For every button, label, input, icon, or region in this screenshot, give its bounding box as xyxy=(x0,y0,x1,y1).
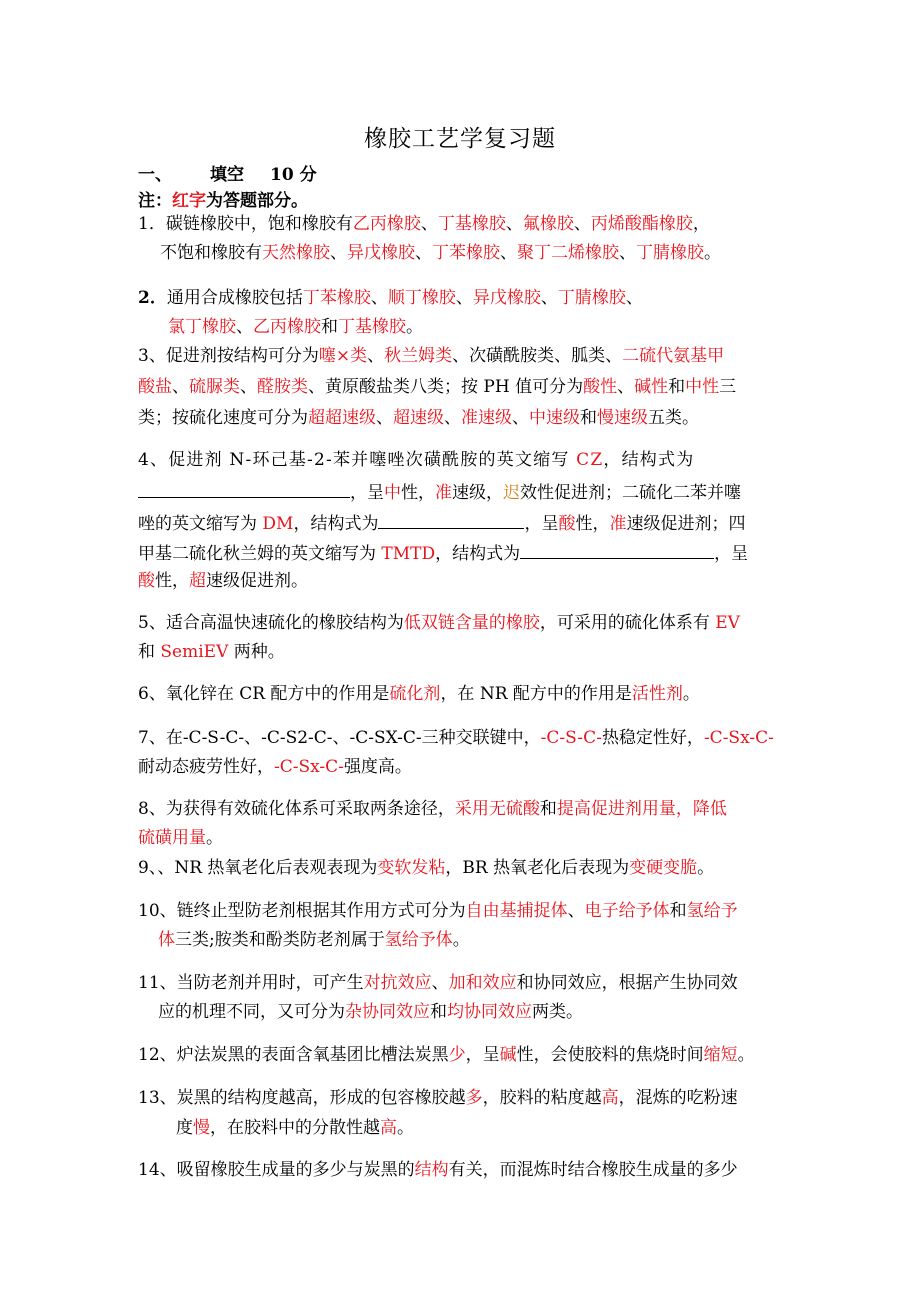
answer: 自由基捕捉体 xyxy=(465,901,568,921)
text-segment: 、黄原酸盐类八类；按 PH 值可分为 xyxy=(308,377,584,397)
question-3-line-2 xyxy=(138,375,736,399)
text-segment: 。 xyxy=(452,930,470,950)
text-segment: 、 xyxy=(573,214,591,234)
note-prefix: 注： xyxy=(138,191,172,211)
question-9-line-1 xyxy=(138,856,714,880)
text-segment: 五类。 xyxy=(648,408,699,428)
question-4-line-2 xyxy=(138,479,741,505)
text-segment: 、 xyxy=(420,214,438,234)
answer: 碱性 xyxy=(634,377,669,397)
text-segment: 、 xyxy=(625,288,643,308)
answer: 均协同效应 xyxy=(447,1002,532,1022)
question-10-line-2 xyxy=(158,928,470,952)
answer: -C-Sx-C- xyxy=(274,757,344,777)
question-11-line-1 xyxy=(138,971,738,995)
question-12-line-1 xyxy=(138,1043,755,1067)
answer: 变软发粘 xyxy=(377,858,446,878)
text-segment: 、 xyxy=(567,901,585,921)
question-1-line-1 xyxy=(138,212,710,236)
text-segment: ，呈 xyxy=(524,514,559,534)
answer: 丁基橡胶 xyxy=(437,214,506,234)
note-suffix: 为答题部分。 xyxy=(206,191,308,211)
answer: 活性剂 xyxy=(631,684,683,704)
answer: 准速级 xyxy=(461,408,512,428)
text-segment: 和 xyxy=(321,317,338,337)
text-segment: 。 xyxy=(682,684,700,704)
text-segment: 8、为获得有效硫化体系可采取两条途径， xyxy=(138,799,455,819)
question-4-line-1 xyxy=(138,448,694,472)
text-segment: 、 xyxy=(617,377,635,397)
answer: -C-Sx-C- xyxy=(703,728,774,748)
answer: 超超速级 xyxy=(308,408,376,428)
answer: 中速级 xyxy=(529,408,580,428)
answer: 中 xyxy=(384,483,401,503)
text-segment: 、 xyxy=(172,377,189,397)
answer: 硫脲类 xyxy=(189,377,240,397)
text-segment: ，混炼的吃粉速 xyxy=(618,1088,738,1108)
answer: 噻×类 xyxy=(318,346,368,366)
answer: 酸 xyxy=(558,514,576,534)
blank-line xyxy=(138,479,350,498)
answer: 准 xyxy=(609,514,627,534)
answer: 丙烯酸酯橡胶 xyxy=(590,214,693,234)
answer: 乙丙橡胶 xyxy=(352,214,421,234)
answer: 硫磺用量 xyxy=(138,828,206,848)
question-8-line-1 xyxy=(138,797,727,821)
text-segment: 应的机理不同，又可分为 xyxy=(158,1002,345,1022)
blank-line xyxy=(520,540,714,559)
text-segment: 不饱和橡胶有 xyxy=(160,243,262,263)
section-number: 一、 xyxy=(138,165,172,185)
text-segment: 、 xyxy=(619,243,636,263)
answer: TMTD xyxy=(381,544,436,564)
text-segment: 。 xyxy=(737,1045,755,1065)
answer: 慢速级 xyxy=(597,408,648,428)
text-segment: 甲基二硫化秋兰姆的英文缩写为 xyxy=(138,544,382,564)
answer: 顺丁橡胶 xyxy=(387,288,456,308)
question-13-line-2 xyxy=(176,1116,414,1140)
answer: 电子给予体 xyxy=(584,901,670,921)
text-segment: 、 xyxy=(505,214,523,234)
answer: EV xyxy=(715,613,740,633)
text-segment: 、 xyxy=(455,288,473,308)
text-segment: 速级促进剂。 xyxy=(206,571,308,591)
text-segment: 。 xyxy=(397,1118,414,1138)
text-segment: 、 xyxy=(512,408,529,428)
text-segment: 、 xyxy=(540,288,558,308)
text-segment: 、 xyxy=(236,317,253,337)
page-title: 橡胶工艺学复习题 xyxy=(364,126,556,152)
answer: 氟橡胶 xyxy=(522,214,574,234)
section-header xyxy=(138,163,317,187)
text-segment: ，结构式为 xyxy=(603,450,695,470)
text-segment: 9、、NR 热氧老化后表观表现为 xyxy=(138,858,378,878)
answer: 丁苯橡胶 xyxy=(432,243,500,263)
answer: 丁腈橡胶 xyxy=(557,288,626,308)
answer: 对抗效应 xyxy=(363,973,432,993)
answer: 少 xyxy=(448,1045,466,1065)
question-11-line-2 xyxy=(158,1000,583,1024)
answer: 中性 xyxy=(685,377,720,397)
text-segment: 度 xyxy=(176,1118,193,1138)
text-segment: 13、炭黑的结构度越高，形成的包容橡胶越 xyxy=(138,1088,466,1108)
answer: 丁苯橡胶 xyxy=(302,288,371,308)
answer: DM xyxy=(262,514,294,534)
text-segment: 。 xyxy=(697,858,715,878)
answer: 乙丙橡胶 xyxy=(253,317,321,337)
answer: 缩短 xyxy=(703,1045,738,1065)
answer: 迟 xyxy=(503,483,520,503)
text-segment: ，呈 xyxy=(465,1045,500,1065)
text-segment: 14、吸留橡胶生成量的多少与炭黑的 xyxy=(138,1160,415,1180)
text-segment: 和协同效应，根据产生协同效 xyxy=(516,973,738,993)
answer: SemiEV xyxy=(160,642,229,662)
text-segment: 耐动态疲劳性好， xyxy=(138,757,274,777)
note-line xyxy=(138,189,308,213)
text-segment: 三类;胺类和酚类防老剂属于 xyxy=(175,930,385,950)
text-segment: 、次磺酰胺类、胍类、 xyxy=(452,346,623,366)
question-7-line-2 xyxy=(138,755,412,779)
text-segment: ，结构式为 xyxy=(293,514,379,534)
answer: 碱 xyxy=(499,1045,517,1065)
text-segment: 两种。 xyxy=(228,642,285,662)
text-segment: 6、氧化锌在 CR 配方中的作用是 xyxy=(138,684,390,704)
text-segment: 、 xyxy=(240,377,257,397)
text-segment: 唑的英文缩写为 xyxy=(138,514,263,534)
question-2-line-2 xyxy=(168,315,423,339)
answer: 高 xyxy=(380,1118,397,1138)
text-segment: 、 xyxy=(500,243,517,263)
text-segment: ，结构式为 xyxy=(435,544,521,564)
answer: 异戊橡胶 xyxy=(472,288,541,308)
text-segment: 热稳定性好， xyxy=(601,728,704,748)
answer: 丁基橡胶 xyxy=(338,317,406,337)
text-segment: 、 xyxy=(367,346,385,366)
answer: 异戊橡胶 xyxy=(347,243,415,263)
answer: 氢给予 xyxy=(686,901,738,921)
text-segment: 效性促进剂；二硫化二苯并噻 xyxy=(520,483,741,503)
answer: 硫化剂 xyxy=(389,684,441,704)
question-3-line-1 xyxy=(138,344,724,368)
answer: 酸性 xyxy=(583,377,618,397)
text-segment: 强度高。 xyxy=(343,757,412,777)
text-segment: ，胶料的粘度越 xyxy=(482,1088,602,1108)
text-segment: 和 xyxy=(580,408,597,428)
question-2-line-1 xyxy=(138,286,643,310)
note-red-text: 红字 xyxy=(172,191,206,211)
answer: 加和效应 xyxy=(448,973,517,993)
text-segment: 速级， xyxy=(452,483,503,503)
text-segment: 速级促进剂；四 xyxy=(626,514,746,534)
text-segment: 。 xyxy=(206,828,223,848)
answer: 氯丁橡胶 xyxy=(168,317,236,337)
question-5-line-2 xyxy=(138,640,285,664)
question-4-line-4 xyxy=(138,540,748,566)
text-segment: ，可采用的硫化体系有 xyxy=(539,613,716,633)
text-segment: 、 xyxy=(370,288,388,308)
question-13-line-1 xyxy=(138,1086,738,1110)
text-segment: 10、链终止型防老剂根据其作用方式可分为 xyxy=(138,901,466,921)
blank-line xyxy=(378,510,524,529)
question-4-line-5 xyxy=(138,569,308,593)
answer: 结构 xyxy=(414,1160,449,1180)
question-6-line-1 xyxy=(138,682,700,706)
answer: 杂协同效应 xyxy=(345,1002,430,1022)
answer: 多 xyxy=(465,1088,483,1108)
text-segment: 两类。 xyxy=(532,1002,583,1022)
section-label: 填空 xyxy=(210,165,244,185)
answer: 醛胺类 xyxy=(257,377,308,397)
question-3-line-3 xyxy=(138,406,699,430)
answer: CZ xyxy=(576,450,604,470)
text-segment: 和 xyxy=(138,642,161,662)
answer: 酸盐 xyxy=(138,377,172,397)
text-segment: 性， xyxy=(401,483,435,503)
text-segment: 和 xyxy=(669,901,687,921)
section-score: 10 分 xyxy=(270,165,317,185)
text-segment: 1．碳链橡胶中，饱和橡胶有 xyxy=(138,214,353,234)
answer: 体 xyxy=(158,930,175,950)
text-segment: 性， xyxy=(575,514,610,534)
text-segment: 、 xyxy=(376,408,393,428)
answer: 变硬变脆 xyxy=(629,858,698,878)
question-14-line-1 xyxy=(138,1158,738,1182)
answer: 丁腈橡胶 xyxy=(636,243,704,263)
answer: 秋兰姆类 xyxy=(384,346,453,366)
text-segment: 5、适合高温快速硫化的橡胶结构为 xyxy=(138,613,404,633)
text-segment: 有关，而混炼时结合橡胶生成量的多少 xyxy=(448,1160,738,1180)
question-10-line-1 xyxy=(138,899,738,923)
text-segment: 4、促进剂 N-环己基-2-苯并噻唑次磺酰胺的英文缩写 xyxy=(138,450,577,470)
text-segment: 11、当防老剂并用时，可产生 xyxy=(138,973,364,993)
text-segment: 和 xyxy=(668,377,686,397)
text-segment: ，BR 热氧老化后表现为 xyxy=(445,858,630,878)
text-segment: 。 xyxy=(704,243,721,263)
text-segment: 12、炉法炭黑的表面含氧基团比槽法炭黑 xyxy=(138,1045,449,1065)
text-segment: ，呈 xyxy=(350,483,384,503)
answer: -C-S-C- xyxy=(540,728,602,748)
answer: 超速级 xyxy=(393,408,444,428)
text-segment: 和 xyxy=(430,1002,447,1022)
answer: 低双链含量的橡胶 xyxy=(403,613,540,633)
answer: 慢 xyxy=(193,1118,210,1138)
text-segment: 通用合成橡胶包括 xyxy=(166,288,303,308)
text-segment: 、 xyxy=(431,973,449,993)
answer: 天然橡胶 xyxy=(262,243,330,263)
text-segment: ， xyxy=(692,214,710,234)
text-segment: 类；按硫化速度可分为 xyxy=(138,408,308,428)
text-segment: 、 xyxy=(444,408,461,428)
text-segment: ，呈 xyxy=(714,544,749,564)
answer: 高 xyxy=(601,1088,619,1108)
question-5-line-1 xyxy=(138,611,740,635)
question-7-line-1 xyxy=(138,726,774,750)
question-4-line-3 xyxy=(138,510,745,536)
answer: 准 xyxy=(435,483,452,503)
answer: 酸 xyxy=(138,571,155,591)
answer: 氢给予体 xyxy=(384,930,453,950)
question-1-line-2 xyxy=(160,241,721,265)
text-segment: 。 xyxy=(406,317,423,337)
question-8-line-2 xyxy=(138,826,223,850)
text-segment: 性， xyxy=(155,571,189,591)
text-segment: 7、在-C-S-C-、-C-S2-C-、-C-SX-C-三种交联键中， xyxy=(138,728,541,748)
text-segment: 三 xyxy=(719,377,737,397)
answer: 二硫代氨基甲 xyxy=(622,346,725,366)
answer: 超 xyxy=(189,571,206,591)
text-segment: 和 xyxy=(539,799,557,819)
text-segment: ，在胶料中的分散性越 xyxy=(210,1118,380,1138)
text-segment: 、 xyxy=(330,243,347,263)
answer: 聚丁二烯橡胶 xyxy=(517,243,619,263)
text-segment: 2． xyxy=(138,288,167,308)
text-segment: ，在 NR 配方中的作用是 xyxy=(440,684,632,704)
answer: 采用无硫酸 xyxy=(454,799,540,819)
answer: 提高促进剂用量，降低 xyxy=(556,799,727,819)
text-segment: 3、促进剂按结构可分为 xyxy=(138,346,319,366)
text-segment: 、 xyxy=(415,243,432,263)
text-segment: 性，会使胶料的焦烧时间 xyxy=(516,1045,704,1065)
